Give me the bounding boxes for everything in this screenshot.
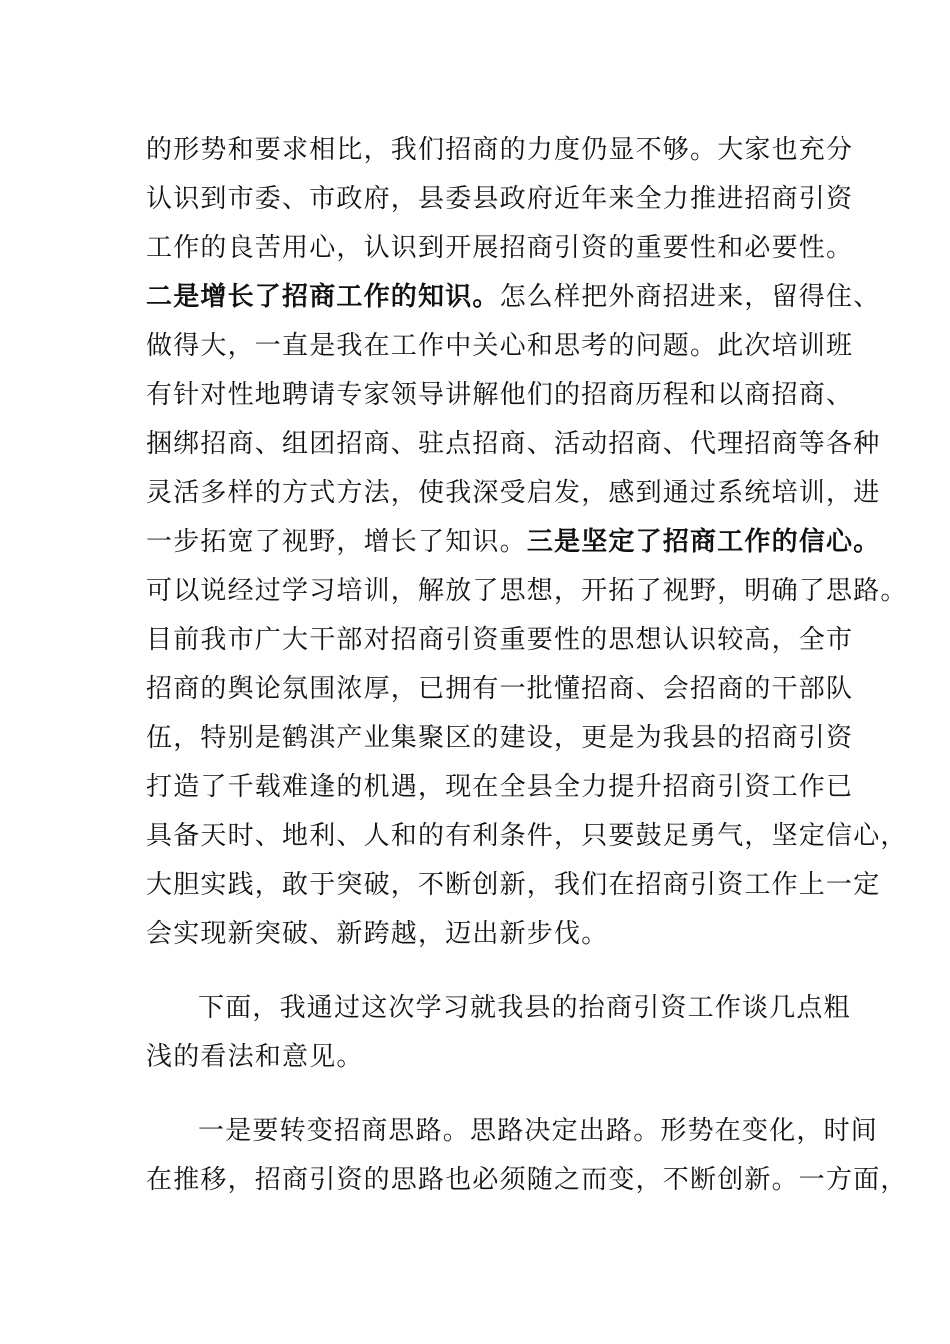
text-line: 一是要转变招商思路。思路决定出路。形势在变化，时间: [198, 1116, 879, 1146]
bold-heading: 二是增长了招商工作的知识。: [146, 282, 500, 312]
text-line: 打造了千载难逢的机遇，现在全县全力提升招商引资工作已: [146, 772, 854, 802]
text-line: 会实现新突破、新跨越，迈出新步伐。: [146, 919, 609, 949]
text-line: 可以说经过学习培训，解放了思想，开拓了视野，明确了思路。: [146, 576, 908, 606]
text-line: 招商的舆论氛围浓厚，已拥有一批懂招商、会招商的干部队: [146, 674, 854, 704]
text-line: 做得大，一直是我在工作中关心和思考的问题。此次培训班: [146, 331, 854, 361]
text-line: 有针对性地聘请专家领导讲解他们的招商历程和以商招商、: [146, 380, 854, 410]
text-line: 捆绑招商、组团招商、驻点招商、活动招商、代理招商等各种: [146, 429, 881, 459]
text-line: 具备天时、地利、人和的有利条件，只要鼓足勇气，坚定信心，: [146, 821, 908, 851]
bold-heading: 三是坚定了招商工作的信心。: [526, 527, 881, 557]
text-run: 一步拓宽了视野，增长了知识。: [146, 527, 527, 557]
text-line: 下面，我通过这次学习就我县的抬商引资工作谈几点粗: [198, 993, 851, 1023]
text-line: 目前我市广大干部对招商引资重要性的思想认识较高，全市: [146, 625, 854, 655]
text-line: 浅的看法和意见。: [146, 1042, 364, 1072]
text-line: 工作的良苦用心，认识到开展招商引资的重要性和必要性。: [146, 233, 854, 263]
text-line: 大胆实践，敢于突破，不断创新，我们在招商引资工作上一定: [146, 870, 881, 900]
text-line: 的形势和要求相比，我们招商的力度仍显不够。大家也充分: [146, 135, 854, 165]
text-run: 怎么样把外商招进来，留得住、: [499, 282, 881, 312]
text-line: [146, 281, 881, 313]
text-line: 灵活多样的方式方法，使我深受启发，感到通过系统培训，进: [146, 478, 881, 508]
text-line: 在推移，招商引资的思路也必须随之而变，不断创新。一方面，: [146, 1165, 908, 1195]
text-line: 伍，特别是鹤淇产业集聚区的建设，更是为我县的招商引资: [146, 723, 854, 753]
text-line: [146, 526, 881, 558]
text-line: 认识到市委、市政府，县委县政府近年来全力推进招商引资: [146, 184, 854, 214]
